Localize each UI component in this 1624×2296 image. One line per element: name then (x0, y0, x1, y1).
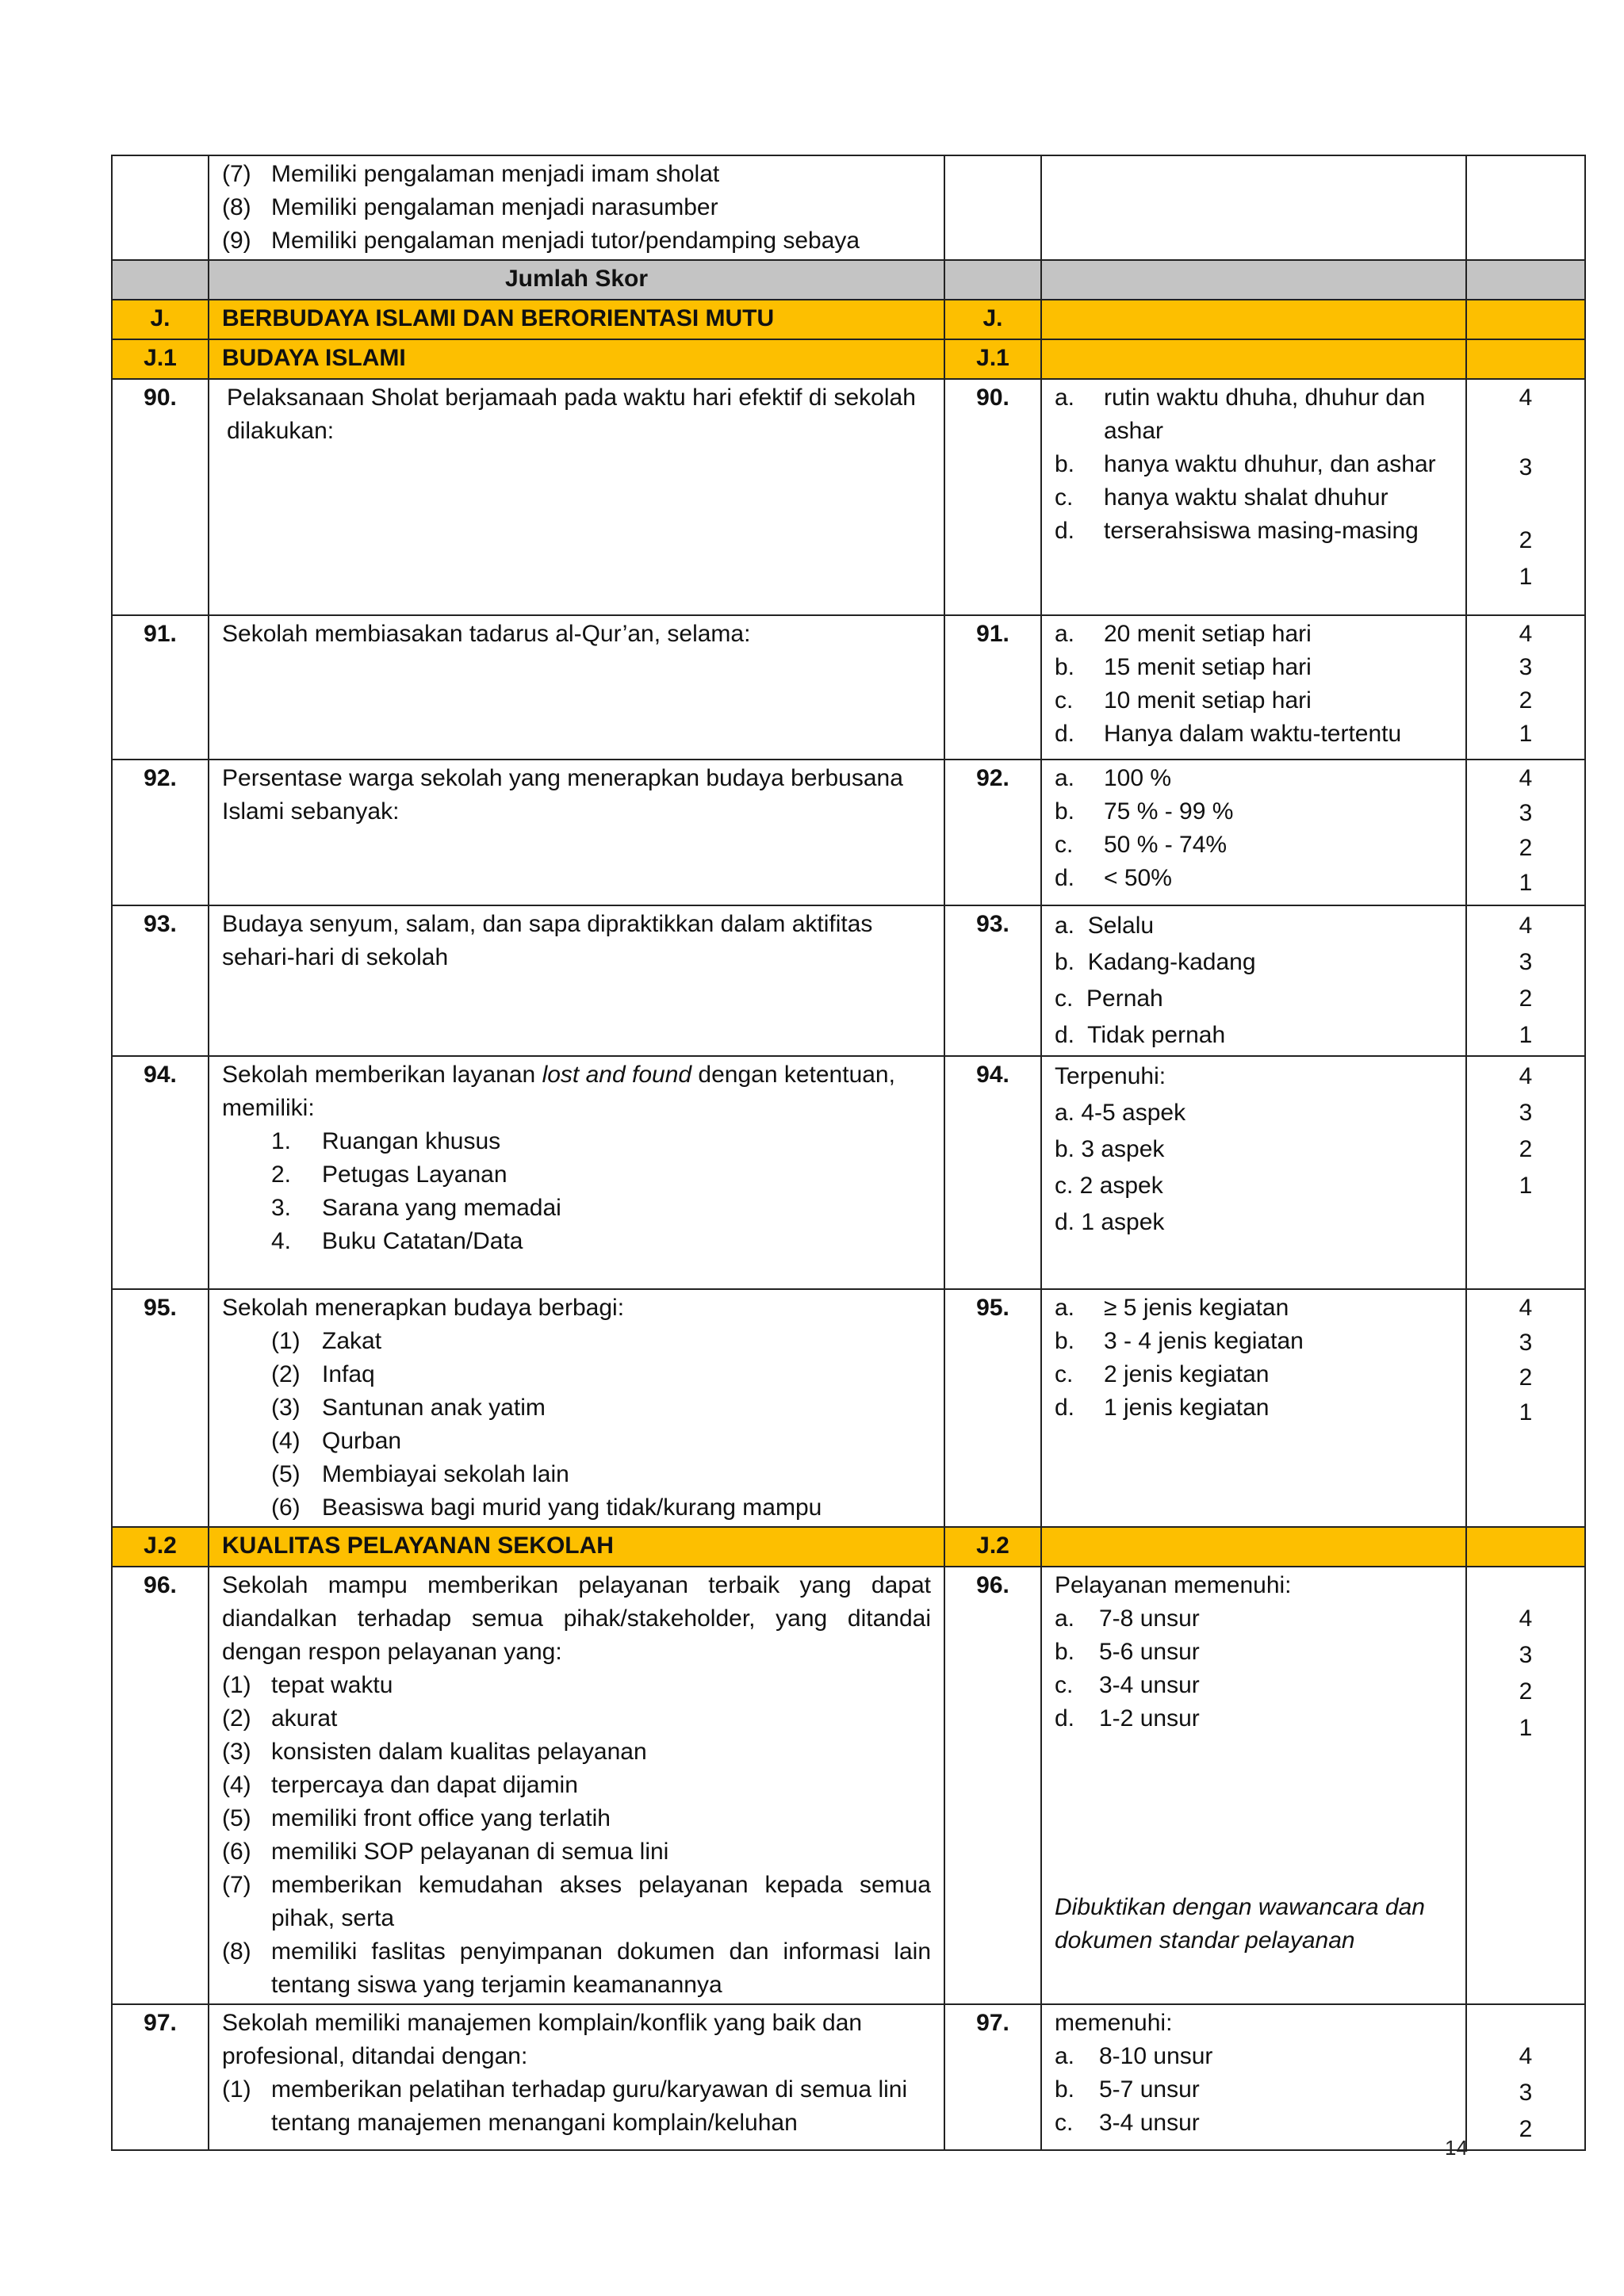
list-item: (9) Memiliki pengalaman menjadi tutor/pendamping sebaya (222, 228, 860, 254)
option-item: d. Tidak pernah (1055, 1022, 1226, 1048)
option-item: b. 3 - 4 jenis kegiatan (1055, 1328, 1304, 1354)
section-title: KUALITAS PELAYANAN SEKOLAH (209, 1527, 944, 1567)
list-item: (6) memiliki SOP pelayanan di semua lini (222, 1839, 669, 1865)
answer-options (1041, 379, 1466, 615)
question-number: 92. (112, 760, 209, 905)
list-item: 2. Petugas Layanan (271, 1161, 508, 1188)
total-score-label: Jumlah Skor (209, 260, 944, 300)
option-item: c. hanya waktu shalat dhuhur (1055, 484, 1388, 511)
option-item: c. 50 % - 74% (1055, 832, 1228, 858)
option-item: c. 2 aspek (1055, 1173, 1163, 1199)
evidence-note: Dibuktikan dengan wawancara dan dokumen standar pelayanan (1055, 1894, 1425, 1954)
score-column: 4 3 2 1 (1466, 760, 1585, 905)
option-item: b. 75 % - 99 % (1055, 798, 1234, 825)
total-score-row (112, 260, 1585, 300)
question-text: Pelaksanaan Sholat berjamaah pada waktu hari efektif di sekolah dilakukan: (209, 379, 944, 615)
score-column: 4 3 2 1 (1466, 1567, 1585, 2004)
option-item: b. Kadang-kadang (1055, 949, 1256, 975)
section-header-j2: J.2 KUALITAS PELAYANAN SEKOLAH J.2 (112, 1527, 1585, 1567)
question-row-96 (112, 1567, 1585, 2004)
list-item: (6) Beasiswa bagi murid yang tidak/kurang mampu (271, 1494, 822, 1521)
question-number: 91. (112, 615, 209, 760)
list-item: 1. Ruangan khusus (271, 1128, 501, 1154)
section-header-j1: J.1 BUDAYA ISLAMI J.1 (112, 339, 1585, 379)
question-number: 94. (112, 1056, 209, 1289)
option-item: a. 8-10 unsur (1055, 2043, 1213, 2069)
question-number: 97. (112, 2004, 209, 2150)
answer-number: 97. (944, 2004, 1041, 2150)
option-item: a. 20 menit setiap hari (1055, 621, 1312, 647)
option-item: d. 1-2 unsur (1055, 1705, 1200, 1732)
question-row-95 (112, 1289, 1585, 1527)
table-row (112, 155, 1585, 260)
list-item: 4. Buku Catatan/Data (271, 1228, 523, 1254)
option-item: b. hanya waktu dhuhur, dan ashar (1055, 451, 1436, 477)
list-item: (1) tepat waktu (222, 1672, 393, 1698)
section-header-j: J. BERBUDAYA ISLAMI DAN BERORIENTASI MUTU J. (112, 300, 1585, 339)
option-item: c. 3-4 unsur (1055, 2110, 1200, 2136)
option-item: c. 2 jenis kegiatan (1055, 1361, 1270, 1387)
score-column: 4 3 2 1 (1466, 379, 1585, 615)
answer-number: 92. (944, 760, 1041, 905)
question-text: Sekolah memberikan layanan lost and found dengan ketentuan, memiliki: 1. Ruangan khusus 2. Petugas Layanan 3. Sarana yang memadai 4. Buku Catatan/Data (209, 1056, 944, 1289)
question-number: 96. (112, 1567, 209, 2004)
option-item: b. 5-6 unsur (1055, 1639, 1200, 1665)
option-item: c. 3-4 unsur (1055, 1672, 1200, 1698)
list-item: (4) Qurban (271, 1428, 402, 1454)
continued-list (209, 155, 944, 260)
section-title: BUDAYA ISLAMI (209, 339, 944, 379)
list-item: (8) Memiliki pengalaman menjadi narasumber (222, 194, 718, 220)
question-row-93 (112, 905, 1585, 1056)
option-item: d. < 50% (1055, 865, 1172, 891)
score-column: 4 3 2 1 (1466, 615, 1585, 760)
option-item: a. ≥ 5 jenis kegiatan (1055, 1295, 1289, 1321)
question-text: Budaya senyum, salam, dan sapa dipraktikkan dalam aktifitas sehari-hari di sekolah (209, 905, 944, 1056)
option-item: d. 1 jenis kegiatan (1055, 1395, 1270, 1421)
answer-number: 94. (944, 1056, 1041, 1289)
option-item: b. 5-7 unsur (1055, 2076, 1200, 2103)
list-item: (3) konsisten dalam kualitas pelayanan (222, 1739, 647, 1765)
question-text: Persentase warga sekolah yang menerapkan budaya berbusana Islami sebanyak: (209, 760, 944, 905)
page-number: 14 (1445, 2136, 1468, 2160)
score-column: 4 3 2 1 (1466, 1289, 1585, 1527)
question-text: Sekolah mampu memberikan pelayanan terbaik yang dapat diandalkan terhadap semua pihak/stakeholder, yang ditandai dengan respon pelayanan yang: (1) tepat waktu (2) akurat (3) konsisten dalam kualitas pelayanan (4) terpercaya dan dapat dijamin (5) memiliki front office yang terlatih (6) memiliki SOP pelayanan di semua lini (7) memberikan kemudahan akses pelayanan kepada semua pihak, serta (8) memiliki faslitas penyimpanan dokumen dan informasi lain tentang siswa yang terjamin keamanannya (209, 1567, 944, 2004)
question-row-91 (112, 615, 1585, 760)
option-item: c. Pernah (1055, 985, 1163, 1012)
list-item: (3) Santunan anak yatim (271, 1395, 546, 1421)
list-item: (5) Membiayai sekolah lain (271, 1461, 569, 1487)
answer-number: 95. (944, 1289, 1041, 1527)
question-row-97 (112, 2004, 1585, 2150)
answer-options (1041, 905, 1466, 1056)
answer-options (1041, 615, 1466, 760)
option-item: c. 10 menit setiap hari (1055, 687, 1312, 714)
answer-options: memenuhi: a. 8-10 unsur b. 5-7 unsur c. 3-4 unsur (1041, 2004, 1466, 2150)
answer-options (1041, 1289, 1466, 1527)
question-number: 93. (112, 905, 209, 1056)
answer-number: 90. (944, 379, 1041, 615)
list-item: (8) memiliki faslitas penyimpanan dokumen dan informasi lain tentang siswa yang terjamin keamanannya (222, 1938, 931, 1998)
list-item: (1) memberikan pelatihan terhadap guru/karyawan di semua lini tentang manajemen menangani komplain/keluhan (222, 2076, 908, 2136)
score-column: 4 3 2 1 (1466, 905, 1585, 1056)
option-item: a. 7-8 unsur (1055, 1605, 1200, 1632)
option-item: b. 3 aspek (1055, 1136, 1165, 1162)
list-item: 3. Sarana yang memadai (271, 1195, 561, 1221)
score-column: 4 3 2 (1466, 2004, 1585, 2150)
answer-number: 91. (944, 615, 1041, 760)
list-item: (5) memiliki front office yang terlatih (222, 1805, 611, 1831)
list-item: (1) Zakat (271, 1328, 382, 1354)
list-item: (4) terpercaya dan dapat dijamin (222, 1772, 578, 1798)
list-item: (2) akurat (222, 1705, 338, 1732)
answer-options: Pelayanan memenuhi: a. 7-8 unsur b. 5-6 unsur c. 3-4 unsur d. 1-2 unsur Dibuktikan dengan wawancara dan dokumen standar pelayanan (1041, 1567, 1466, 2004)
option-item: b. 15 menit setiap hari (1055, 654, 1312, 680)
option-item: a. rutin waktu dhuha, dhuhur dan ashar (1055, 385, 1426, 444)
list-item: (7) Memiliki pengalaman menjadi imam sholat (222, 161, 720, 187)
option-item: a. 100 % (1055, 765, 1172, 791)
question-number: 95. (112, 1289, 209, 1527)
score-column: 4 3 2 1 (1466, 1056, 1585, 1289)
answer-options: Terpenuhi: a. 4-5 aspek b. 3 aspek c. 2 aspek d. 1 aspek (1041, 1056, 1466, 1289)
option-item: d. terserahsiswa masing-masing (1055, 518, 1419, 544)
question-row-90 (112, 379, 1585, 615)
question-text: Sekolah memiliki manajemen komplain/konflik yang baik dan profesional, ditandai dengan: (1) memberikan pelatihan terhadap guru/karyawan di semua lini tentang manajemen menangani komplain/keluhan (209, 2004, 944, 2150)
question-text: Sekolah menerapkan budaya berbagi: (1) Zakat (2) Infaq (3) Santunan anak yatim (4) Qurban (5) Membiayai sekolah lain (6) Beasiswa bagi murid yang tidak/kurang mampu (209, 1289, 944, 1527)
answer-number: 93. (944, 905, 1041, 1056)
instrument-table (111, 155, 1586, 2151)
list-item: (2) Infaq (271, 1361, 375, 1387)
question-row-92 (112, 760, 1585, 905)
question-text: Sekolah membiasakan tadarus al-Qur’an, selama: (209, 615, 944, 760)
list-item: (7) memberikan kemudahan akses pelayanan kepada semua pihak, serta (222, 1872, 931, 1931)
option-item: d. Hanya dalam waktu-tertentu (1055, 721, 1402, 747)
option-item: a. Selalu (1055, 913, 1155, 939)
answer-options (1041, 760, 1466, 905)
option-item: d. 1 aspek (1055, 1209, 1165, 1235)
question-row-94 (112, 1056, 1585, 1289)
section-title: BERBUDAYA ISLAMI DAN BERORIENTASI MUTU (209, 300, 944, 339)
question-number: 90. (112, 379, 209, 615)
answer-number: 96. (944, 1567, 1041, 2004)
option-item: a. 4-5 aspek (1055, 1100, 1186, 1126)
